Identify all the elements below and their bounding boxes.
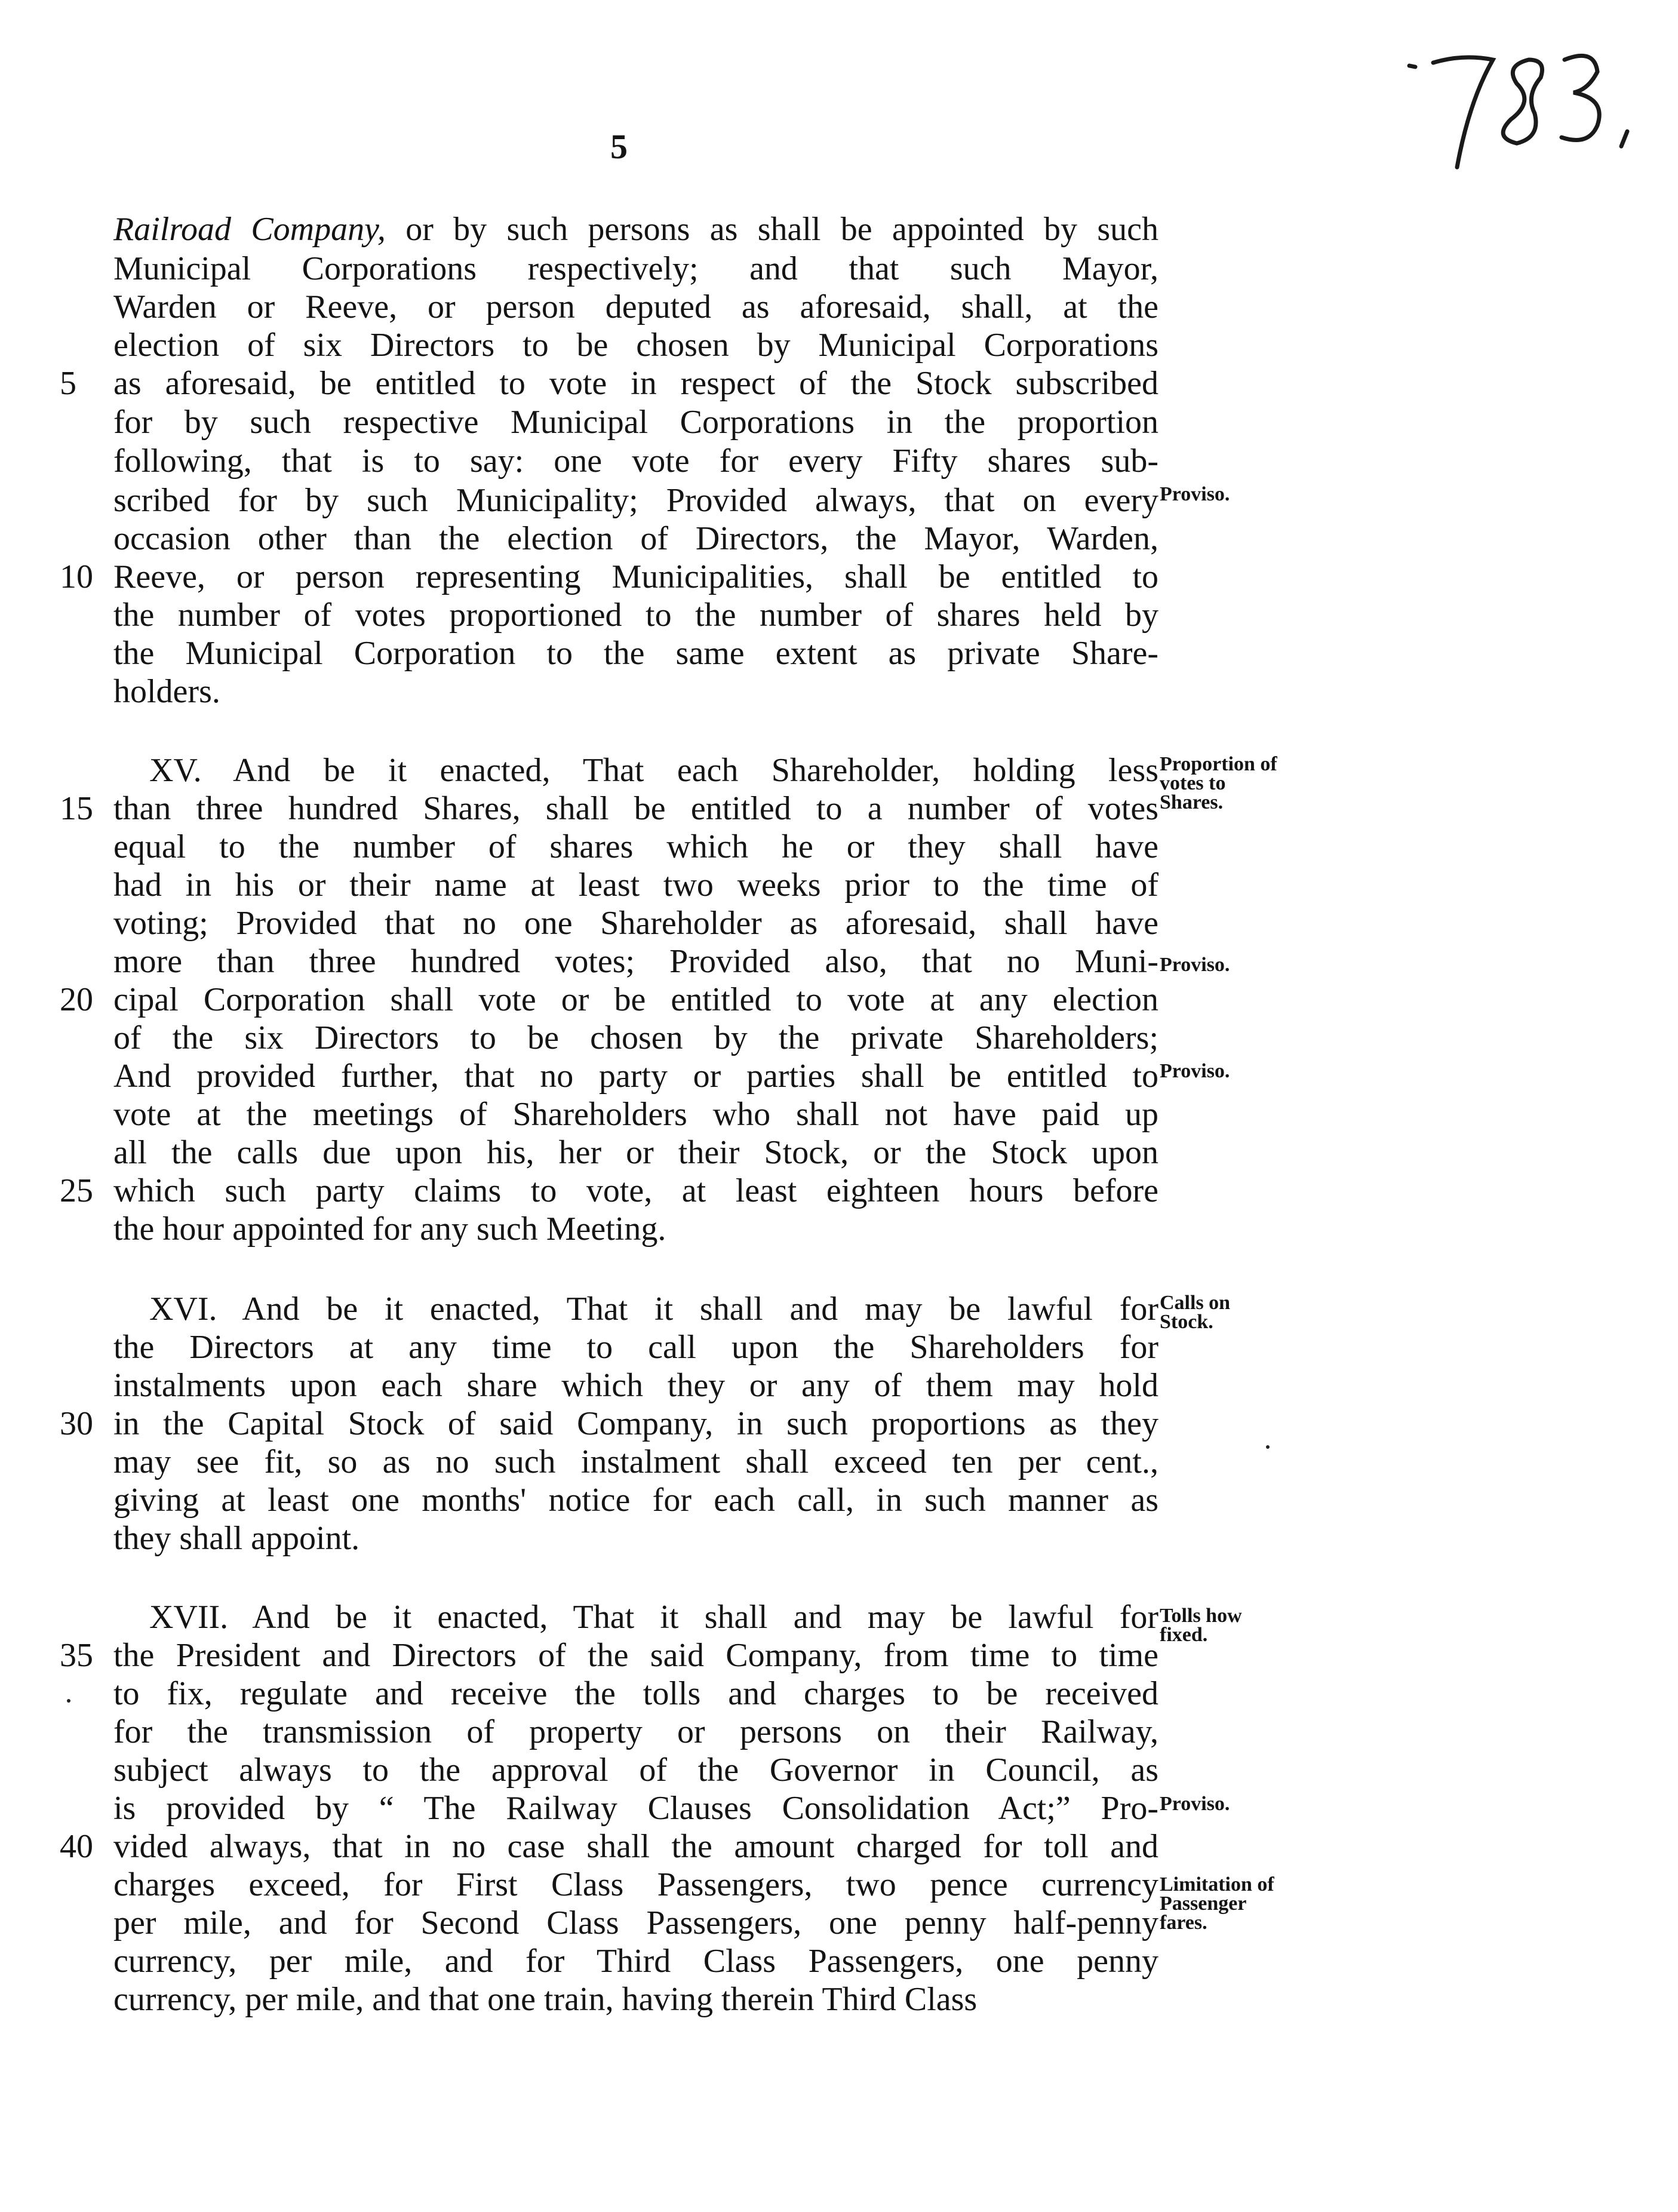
text-line: instalments upon each share which they or any of them may hold xyxy=(113,1367,1158,1404)
margin-note-line: votes to xyxy=(1160,772,1226,794)
text-line: of the six Directors to be chosen by the private Shareholders; xyxy=(113,1019,1158,1056)
text-line: the Directors at any time to call upon the Shareholders for xyxy=(113,1329,1158,1366)
margin-note-line: fares. xyxy=(1160,1912,1207,1934)
text-line: charges exceed, for First Class Passengers, two pence currency xyxy=(113,1866,1158,1903)
text-line: for by such respective Municipal Corporations in the proportion xyxy=(113,404,1158,441)
text-line: equal to the number of shares which he or they shall have xyxy=(113,828,1158,865)
line-number: 40 xyxy=(60,1828,93,1865)
text-line: vided always, that in no case shall the amount charged for toll and xyxy=(113,1828,1158,1865)
margin-note-line: Limitation of xyxy=(1160,1873,1274,1895)
margin-note-line: Proviso. xyxy=(1160,954,1230,976)
text-line: XV. And be it enacted, That each Shareholder, holding less xyxy=(149,752,1158,789)
line-number: 5 xyxy=(60,365,76,402)
margin-note xyxy=(1160,956,1230,975)
text-line: election of six Directors to be chosen by Municipal Corporations xyxy=(113,327,1158,364)
text-line: is provided by “ The Railway Clauses Consolidation Act;” Pro- xyxy=(113,1790,1158,1827)
margin-note-line: Shares. xyxy=(1160,791,1224,813)
margin-note-line: Proportion of xyxy=(1160,753,1277,775)
text-line: to fix, regulate and receive the tolls and charges to be received xyxy=(113,1675,1158,1712)
line-number: 10 xyxy=(60,558,93,595)
text-line: Railroad Company, or by such persons as shall be appointed by such xyxy=(113,211,1158,248)
text-line: had in his or their name at least two weeks prior to the time of xyxy=(113,867,1158,904)
handwritten-folio-number xyxy=(1391,36,1642,179)
text-line: they shall appoint. xyxy=(113,1520,360,1557)
text-line: vote at the meetings of Shareholders who shall not have paid up xyxy=(113,1096,1158,1133)
margin-note xyxy=(1160,485,1230,504)
text-line: more than three hundred votes; Provided also, that no Muni- xyxy=(113,943,1158,980)
text-line: voting; Provided that no one Shareholder as aforesaid, shall have xyxy=(113,905,1158,942)
text-line: holders. xyxy=(113,673,220,710)
text-line: XVII. And be it enacted, That it shall and may be lawful for xyxy=(149,1599,1158,1636)
page-number: 5 xyxy=(610,127,628,166)
text-line: as aforesaid, be entitled to vote in respect of the Stock subscribed xyxy=(113,365,1158,402)
text-line: may see fit, so as no such instalment shall exceed ten per cent., xyxy=(113,1443,1158,1480)
text-line: the hour appointed for any such Meeting. xyxy=(113,1211,666,1248)
text-line: scribed for by such Municipality; Provided always, that on every xyxy=(113,482,1158,519)
margin-note xyxy=(1160,1294,1230,1332)
text-line: per mile, and for Second Class Passengers, one penny half-penny xyxy=(113,1904,1158,1941)
text-line: the number of votes proportioned to the number of shares held by xyxy=(113,597,1158,634)
text-line: cipal Corporation shall vote or be entitled to vote at any election xyxy=(113,981,1158,1018)
text-line: giving at least one months' notice for each call, in such manner as xyxy=(113,1482,1158,1519)
margin-note-line: Proviso. xyxy=(1160,1060,1230,1082)
text-line: following, that is to say: one vote for every Fifty shares sub- xyxy=(113,443,1158,480)
margin-note xyxy=(1160,1062,1230,1081)
margin-note xyxy=(1160,1606,1242,1645)
text-line: which such party claims to vote, at least eighteen hours before xyxy=(113,1172,1158,1209)
margin-note-line: Tolls how xyxy=(1160,1605,1242,1627)
text-line: in the Capital Stock of said Company, in such proportions as they xyxy=(113,1405,1158,1442)
text-line: subject always to the approval of the Governor in Council, as xyxy=(113,1752,1158,1789)
margin-note-line: Proviso. xyxy=(1160,1793,1230,1815)
line-number: 20 xyxy=(60,981,93,1018)
text-line: currency, per mile, and for Third Class Passengers, one penny xyxy=(113,1943,1158,1980)
margin-note-line: Stock. xyxy=(1160,1311,1213,1333)
text-line: the Municipal Corporation to the same extent as private Share- xyxy=(113,635,1158,672)
print-speck xyxy=(67,1699,70,1703)
text-line: the President and Directors of the said Company, from time to time xyxy=(113,1637,1158,1674)
text-line: Municipal Corporations respectively; and that such Mayor, xyxy=(113,250,1158,287)
text-line: than three hundred Shares, shall be entitled to a number of votes xyxy=(113,790,1158,827)
margin-note-line: Passenger xyxy=(1160,1893,1247,1915)
text-line: Warden or Reeve, or person deputed as aforesaid, shall, at the xyxy=(113,288,1158,325)
line-number: 25 xyxy=(60,1172,93,1209)
print-speck xyxy=(1266,1445,1270,1449)
line-number: 30 xyxy=(60,1405,93,1442)
text-line: all the calls due upon his, her or their Stock, or the Stock upon xyxy=(113,1134,1158,1171)
text-line: for the transmission of property or persons on their Railway, xyxy=(113,1713,1158,1750)
margin-note xyxy=(1160,1875,1274,1933)
text-line: Reeve, or person representing Municipalities, shall be entitled to xyxy=(113,558,1158,595)
margin-note-line: fixed. xyxy=(1160,1624,1208,1646)
margin-note-line: Proviso. xyxy=(1160,483,1230,505)
line-number: 15 xyxy=(60,790,93,827)
text-line: And provided further, that no party or parties shall be entitled to xyxy=(113,1058,1158,1095)
margin-note-line: Calls on xyxy=(1160,1292,1231,1314)
margin-note xyxy=(1160,1795,1230,1814)
margin-note xyxy=(1160,755,1277,812)
text-line: XVI. And be it enacted, That it shall and may be lawful for xyxy=(149,1291,1158,1328)
text-line: occasion other than the election of Directors, the Mayor, Warden, xyxy=(113,520,1158,557)
text-line: currency, per mile, and that one train, having therein Third Class xyxy=(113,1981,978,2018)
line-number: 35 xyxy=(60,1637,93,1674)
